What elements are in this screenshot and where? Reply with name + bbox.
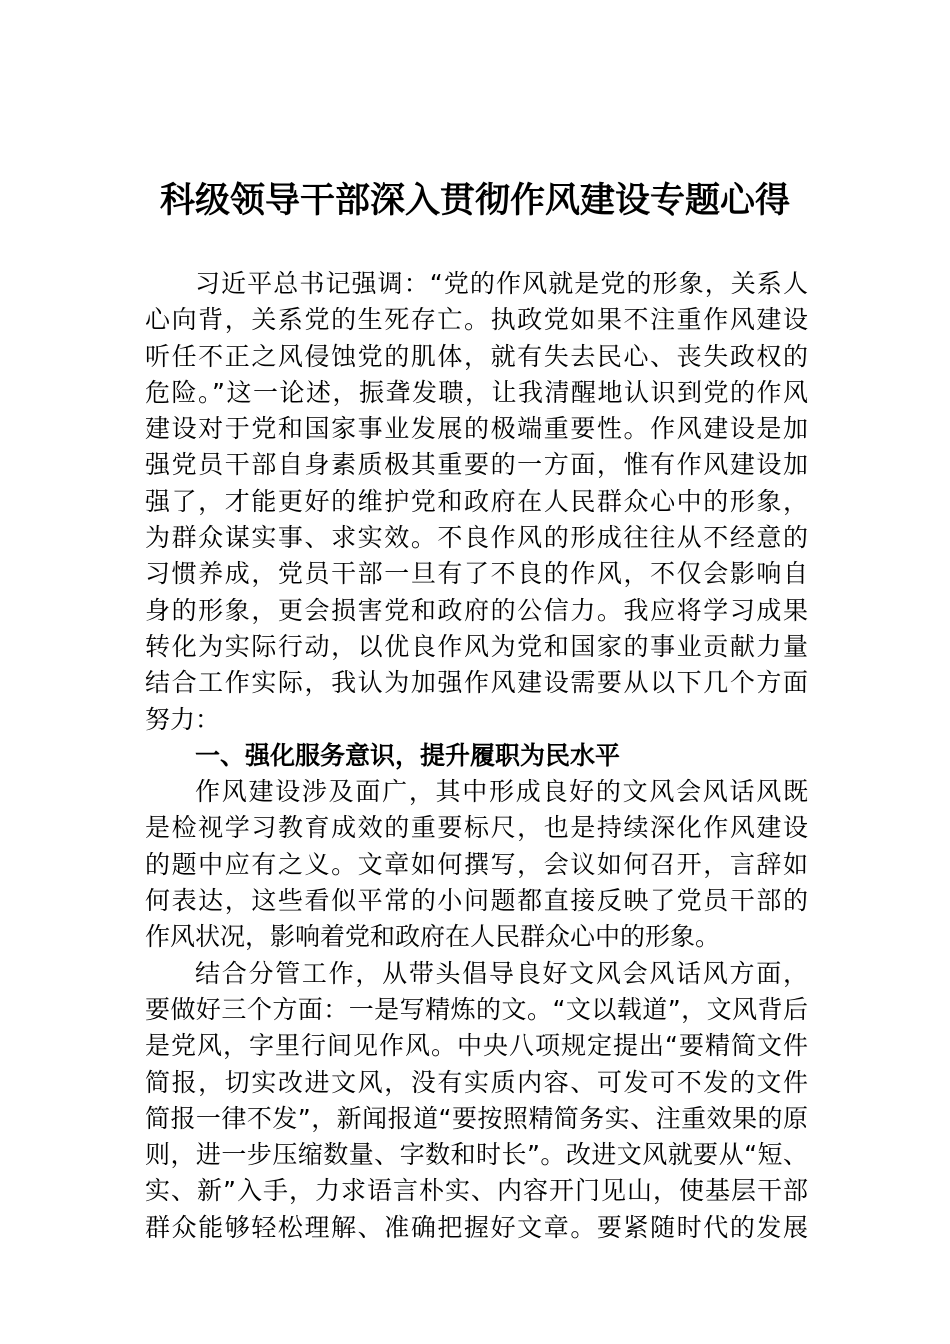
text-line: 是党风，字里行间见作风。中央八项规定提出“要精简文件: [145, 1031, 808, 1061]
text-line: 建设对于党和国家事业发展的极端重要性。作风建设是加: [145, 414, 808, 444]
text-line: 作风建设涉及面广，其中形成良好的文风会风话风既: [195, 777, 808, 807]
text-line: 转化为实际行动，以优良作风为党和国家的事业贡献力量: [145, 631, 808, 661]
text-line: 何表达，这些看似平常的小问题都直接反映了党员干部的: [145, 886, 808, 916]
text-line: 的题中应有之义。文章如何撰写，会议如何召开，言辞如: [145, 849, 808, 879]
document-title: 科级领导干部深入贯彻作风建设专题心得: [159, 181, 790, 221]
text-line: 习近平总书记强调：“党的作风就是党的形象，关系人: [195, 269, 808, 298]
text-line: 强了，才能更好的维护党和政府在人民群众心中的形象，: [145, 486, 808, 516]
text-line: 结合分管工作，从带头倡导良好文风会风话风方面，: [195, 958, 808, 988]
text-line: 作风状况，影响着党和政府在人民群众心中的形象。: [145, 922, 721, 952]
text-line: 是检视学习教育成效的重要标尺，也是持续深化作风建设: [145, 813, 808, 843]
text-line: 习惯养成，党员干部一旦有了不良的作风，不仅会影响自: [145, 559, 808, 589]
text-line: 心向背，关系党的生死存亡。执政党如果不注重作风建设: [145, 305, 808, 335]
text-line: 结合工作实际，我认为加强作风建设需要从以下几个方面: [145, 668, 808, 698]
text-line: 简报一律不发”，新闻报道“要按照精简务实、注重效果的原: [145, 1103, 808, 1133]
text-line: 要做好三个方面：一是写精炼的文。“文以载道”，文风背后: [145, 994, 808, 1024]
text-line: 危险。”这一论述，振聋发聩，让我清醒地认识到党的作风: [145, 377, 808, 407]
text-line: 群众能够轻松理解、准确把握好文章。要紧随时代的发展: [145, 1212, 808, 1242]
text-line: 努力：: [145, 704, 221, 734]
text-line: 身的形象，更会损害党和政府的公信力。我应将学习成果: [145, 595, 808, 625]
text-line: 听任不正之风侵蚀党的肌体，就有失去民心、丧失政权的: [145, 341, 808, 371]
text-line: 实、新”入手，力求语言朴实、内容开门见山，使基层干部: [145, 1176, 808, 1206]
section-heading: 一、强化服务意识，提升履职为民水平: [195, 740, 621, 770]
text-line: 简报，切实改进文风，没有实质内容、可发可不发的文件: [145, 1067, 808, 1097]
text-line: 则，进一步压缩数量、字数和时长”。改进文风就要从“短、: [145, 1140, 808, 1170]
text-line: 强党员干部自身素质极其重要的一方面，惟有作风建设加: [145, 450, 808, 480]
document-body: [145, 266, 808, 1246]
text-line: 为群众谋实事、求实效。不良作风的形成往往从不经意的: [145, 523, 808, 553]
